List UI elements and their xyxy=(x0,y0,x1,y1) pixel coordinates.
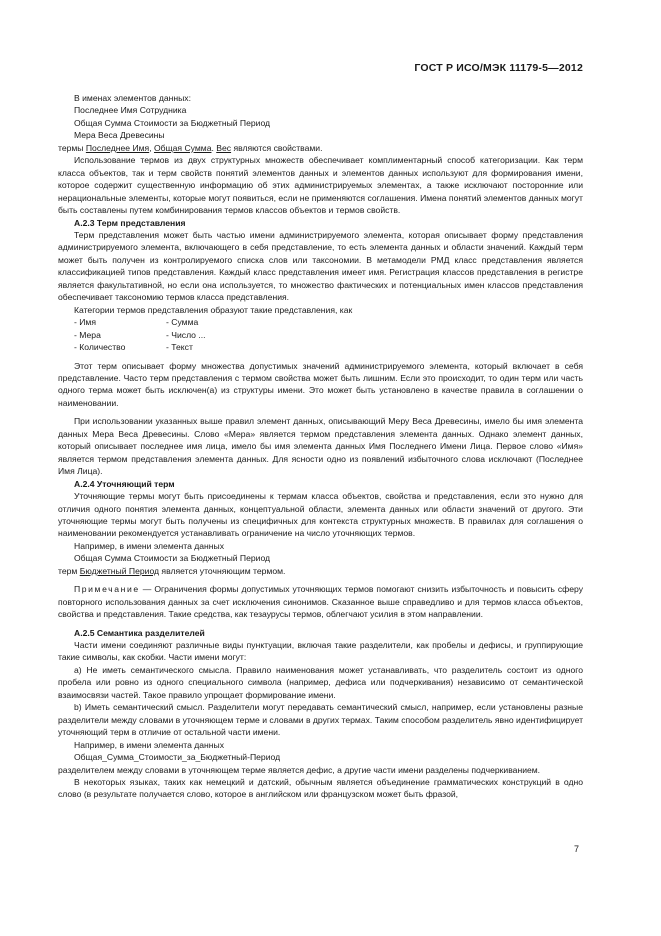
section-heading-a23: А.2.3 Терм представления xyxy=(74,217,186,228)
text-run: термы xyxy=(58,142,86,153)
note xyxy=(58,583,583,620)
paragraph: Категории термов представления образуют такие представления, как xyxy=(74,304,353,315)
terms-sentence xyxy=(58,142,583,154)
example-intro: Например, в имени элемента данных xyxy=(74,739,225,750)
category-row xyxy=(58,316,583,328)
example-intro: Например, в имени элемента данных xyxy=(74,540,225,551)
section-heading-a25: А.2.5 Семантика разделителей xyxy=(74,627,205,638)
example-line: Общая Сумма Стоимости за Бюджетный Период xyxy=(74,117,271,128)
text-run: , xyxy=(149,142,154,153)
example-line: Мера Веса Древесины xyxy=(74,130,165,141)
paragraph: Использование термов из двух структурных множеств обеспечивает комплиментарный способ категоризации. Как терм класса объектов, так и терм свойств понятий элементов данных и элементов данных используют для формирования имени, которое содержит существенную информацию об этих администрируемых элементах, а также исключают посторонние или нерациональные элементы, которые могут появиться, если не применяются соглашения. Имена понятий элементов данных могут быть составлены путем комбинирования термов классов объектов и термов свойств. xyxy=(58,155,583,216)
paragraph: В некоторых языках, таких как немецкий и датский, обычным является объединение грамматических конструкций в одно слово (в результате получается слово, которое в английском или французском может быть фразой, xyxy=(58,777,583,800)
category-item: - Количество xyxy=(74,342,126,353)
paragraph: Уточняющие термы могут быть присоединены к термам класса объектов, свойства и представления, если это нужно для отличия одного понятия элемента данных, концептуальной области, элемента данных или области значений от другого. Эти уточняющие термы могут быть получены из специфичных для контекста структурных множеств. В правилах для соглашения о наименовании рекомендуется устанавливать ограничение на число уточняющих термов. xyxy=(58,491,583,539)
category-item: - Текст xyxy=(166,342,193,353)
category-item: - Число ... xyxy=(166,329,206,340)
underlined-term: Бюджетный Период xyxy=(79,565,160,576)
paragraph: Этот терм описывает форму множества допустимых значений администрируемого элемента, который включает в себя представление. Часто терм представления с термом свойства может быть лишним. Если это происходит, то один терм или часть одного терма может быть исключен(а) из структуры имени. Это может быть установлено в качестве правила в соглашении о наименовании. xyxy=(58,360,583,408)
text-run: . xyxy=(211,142,217,153)
paragraph: разделителем между словами в уточняющем терме является дефис, а другие части имени разделены подчеркиванием. xyxy=(58,764,541,775)
example-line: Общая_Сумма_Стоимости_за_Бюджетный-Период xyxy=(74,752,281,763)
document-header: ГОСТ Р ИСО/МЭК 11179-5—2012 xyxy=(414,62,583,74)
text-run: являются свойствами. xyxy=(231,142,323,153)
terms-sentence xyxy=(58,565,583,577)
document-body xyxy=(58,92,583,801)
category-row xyxy=(58,329,583,341)
note-label: Примечание xyxy=(74,584,140,595)
paragraph: b) Иметь семантический смысл. Разделители могут передавать семантический смысл, например, если установлены разные разделители между словами в уточняющем терме и словами в других термах. Таким способом разделитель явно идентифицирует уточняющий терм в отличие от остальной части имени. xyxy=(58,702,583,738)
note-text: — Ограничения формы допустимых уточняющих термов помогают снизить избыточность и повысить сферу повторного использования данных за счет исключения синонимов. Сказанное выше справедливо и для термов класса объектов, свойства и представления. Такие средства, как тезаурусы термов, облегчают усилия в этом направлении. xyxy=(58,584,583,620)
category-item: - Имя xyxy=(74,317,96,328)
paragraph: При использовании указанных выше правил элемент данных, описывающий Меру Веса Древесины, имело бы имя элемента данных Мера Веса Древесины. Слово «Мера» является термом представления элемента данных. Однако элемент данных, который описывает последнее имя лица, имело бы имя элемента данных Имя Последнего Имени Лица. Первое слово «Имя» является термом представления элемента данных. Для ясности одно из появлений избыточного слова исключают (Последнее Имя Лица). xyxy=(58,416,583,477)
example-line: Последнее Имя Сотрудника xyxy=(74,105,187,116)
paragraph: а) Не иметь семантического смысла. Правило наименования может устанавливать, что разделитель состоит из одного пробела или ровно из одного специального символа (например, дефиса или подчеркивания) независимо от семантической взаимосвязи частей. Такое правило упрощает формирование имени. xyxy=(58,664,583,700)
category-row xyxy=(58,341,583,353)
text-run: терм xyxy=(58,565,80,576)
underlined-term: Общая Сумма xyxy=(153,142,212,153)
example-intro: В именах элементов данных: xyxy=(74,93,191,103)
text-run: является уточняющим термом. xyxy=(159,565,286,576)
paragraph: Части имени соединяют различные виды пунктуации, включая такие разделители, как пробелы и дефисы, и группирующие такие символы, как скобки. Части имени могут: xyxy=(58,640,583,663)
page-number: 7 xyxy=(573,844,579,854)
underlined-term: Вес xyxy=(216,142,232,153)
category-item: - Мера xyxy=(74,329,101,340)
example-line: Общая Сумма Стоимости за Бюджетный Период xyxy=(74,553,271,564)
section-heading-a24: А.2.4 Уточняющий терм xyxy=(74,478,175,489)
underlined-term: Последнее Имя xyxy=(85,142,150,153)
paragraph: Терм представления может быть частью имени администрируемого элемента, которая описывает форму представления администрируемого элемента, включающего в себя представление, то есть элемента данных и области значений. Каждый терм может быть получен из контролируемого списка слов или таксономии. В метамодели РМД класс представления является классификацией типов представления. Каждый класс представления имеет имя. Регистрация классов представления в регистре является факультативной, но если она используется, то множество фактических и потенциальных имен классов представления обеспечивает таксономию термов класса представления. xyxy=(58,229,583,303)
category-item: - Сумма xyxy=(166,317,199,328)
